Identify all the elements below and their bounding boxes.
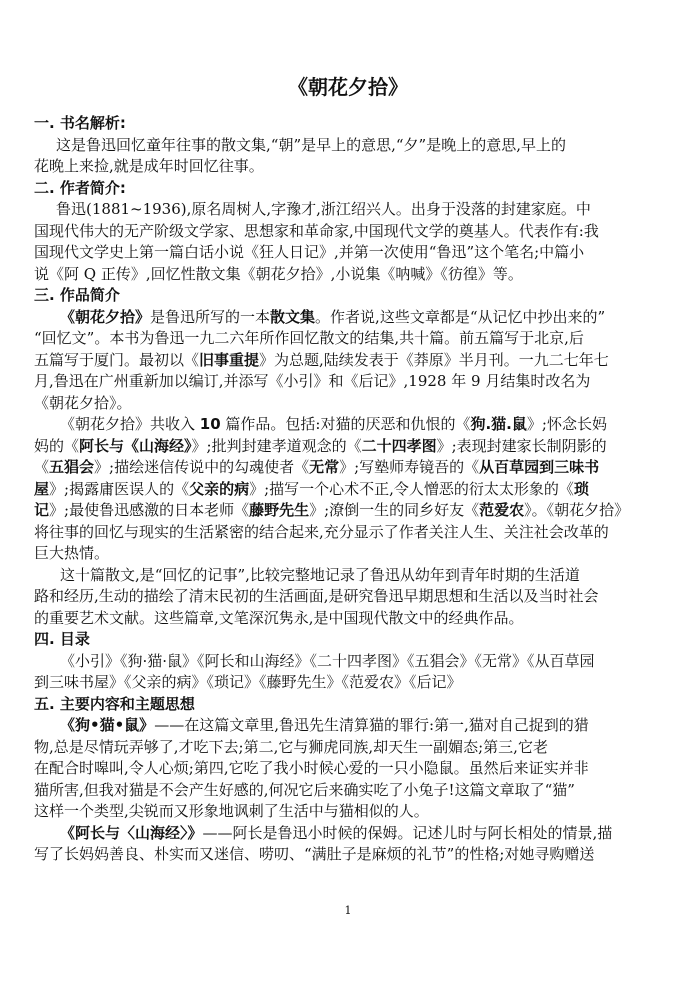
text-line: [34, 608, 524, 628]
text-line: [34, 221, 599, 241]
text-line: [60, 651, 595, 671]
text-run: 路和经历,生动的描绘了清末民初的生活画面,是研究鲁迅早期思想和生活以及当时社会: [34, 587, 599, 605]
text-line: [34, 500, 629, 520]
bold-text: 《朝花夕拾》: [60, 307, 151, 326]
text-line: [34, 156, 264, 176]
section-heading: 四. 目录: [34, 630, 90, 648]
text-run: 鲁迅(1881~1936),原名周树人,字豫才,浙江绍兴人。出身于没落的封建家庭。中: [56, 200, 591, 218]
text-line: [34, 264, 523, 284]
text-run: 》;怀念长妈: [526, 415, 607, 433]
bold-text: 记: [34, 501, 50, 519]
text-run: 。作者说,这些文章都是“从记忆中抄出来的”: [315, 307, 606, 326]
bold-text: 《狗•猫•鼠》: [60, 716, 155, 734]
text-line: [34, 457, 599, 477]
text-line: [34, 586, 599, 606]
text-line: [60, 715, 589, 735]
text-run: 《朝花夕拾》共收入: [60, 415, 200, 433]
text-line: [34, 780, 575, 800]
text-run: 说《阿 Q 正传》,回忆性散文集《朝花夕拾》,小说集《呐喊》《彷徨》等。: [34, 264, 523, 283]
text-run: 》;揭露庸医误人的《: [49, 479, 190, 498]
text-run: ——在这篇文章里,鲁迅先生清算猫的罪行:第一,猫对自己捉到的猎: [154, 716, 589, 734]
text-line: [60, 414, 607, 434]
text-run: 《小引》《狗·猫·鼠》《阿长和山海经》《二十四孝图》《五猖会》《无常》《从百草园: [60, 651, 595, 670]
text-run: 》为总题,陆续发表于《莽原》半月刊。一九二七年七: [259, 350, 609, 369]
text-run: 是鲁迅所写的一本: [150, 307, 271, 326]
text-run: ——阿长是鲁迅小时候的保姆。记述儿时与阿长相处的情景,描: [202, 823, 613, 842]
text-run: 篇作品。包括:对猫的厌恶和仇恨的《: [220, 415, 471, 433]
text-line: [34, 350, 609, 370]
text-run: 国现代文学史上第一篇白话小说《狂人日记》,并第一次使用“鲁迅”这个笔名;中篇小: [34, 243, 585, 261]
section-heading: 三. 作品简介: [34, 286, 120, 304]
text-line: [34, 737, 548, 757]
bold-text: 二十四孝图: [361, 436, 437, 455]
text-run: “回忆文”。本书为鲁迅一九二六年所作回忆散文的结集,共十篇。前五篇写于北京,后: [34, 329, 584, 347]
text-run: 将往事的回忆与现实的生活紧密的结合起来,充分显示了作者关注人生、关注社会改革的: [34, 522, 609, 541]
text-line: [60, 307, 605, 327]
text-line: [34, 758, 589, 778]
text-run: 物,总是尽情玩弄够了,才吃下去;第二,它与狮虎同族,却天生一副媚态;第三,它老: [34, 737, 548, 756]
bold-text: 阿长与《山海经》: [79, 436, 192, 455]
text-run: 花晚上来捡,就是成年时回忆往事。: [34, 157, 264, 175]
text-run: 》;描绘迷信传说中的勾魂使者《: [94, 458, 310, 476]
text-run: 的重要艺术文献。这些篇章,文笔深沉隽永,是中国现代散文中的经典作品。: [34, 608, 524, 627]
bold-text: 从百草园到三味书: [479, 458, 600, 476]
text-line: [56, 135, 566, 155]
text-run: 五篇写于厦门。最初以《: [34, 350, 200, 369]
text-line: [34, 242, 584, 262]
text-line: [60, 823, 612, 843]
text-line: [56, 199, 591, 219]
text-run: 》;潦倒一生的同乡好友《: [309, 501, 480, 519]
text-run: 》。《朝花夕拾》: [524, 501, 630, 519]
bold-text: 狗.猫.鼠: [470, 415, 527, 433]
text-line: [34, 801, 429, 821]
bold-text: 琐: [573, 479, 589, 498]
text-run: 》;表现封建家长制阴影的: [436, 436, 607, 455]
text-run: 写了长妈妈善良、朴实而又迷信、唠叨、“满肚子是麻烦的礼节”的性格;对她寻购赠送: [34, 845, 595, 863]
bold-text: 父亲的病: [189, 479, 250, 498]
text-run: 这十篇散文,是“回忆的记事”,比较完整地记录了鲁迅从幼年到青年时期的生活道: [60, 565, 580, 584]
text-run: 《: [34, 458, 50, 476]
text-line: [34, 844, 594, 864]
text-run: 》;批判封建孝道观念的《: [191, 436, 362, 455]
bold-text: 散文集: [270, 307, 316, 326]
text-line: [34, 672, 462, 692]
text-run: 这样一个类型,尖锐而又形象地讽刺了生活中与猫相似的人。: [34, 802, 429, 820]
text-run: 猫所害,但我对猫是不会产生好感的,何况它后来确实吃了小兔子!这篇文章取了“猫”: [34, 780, 575, 799]
text-run: 在配合时嗥叫,令人心烦;第四,它吃了我小时候心爱的一只小隐鼠。虽然后来证实并非: [34, 759, 589, 777]
bold-text: 无常: [309, 458, 340, 476]
text-line: [34, 436, 607, 456]
text-line: [34, 543, 109, 563]
section-heading: 二. 作者简介:: [34, 178, 126, 197]
text-run: 《朝花夕拾》。: [34, 393, 132, 412]
document-title: 《朝花夕拾》: [288, 75, 408, 99]
text-run: 到三味书屋》《父亲的病》《琐记》《藤野先生》《范爱农》《后记》: [34, 673, 462, 691]
bold-text: 屋: [34, 479, 50, 498]
text-run: 月,鲁迅在广州重新加以编订,并添写《小引》和《后记》,1928 年 9 月结集时改名为: [34, 372, 591, 390]
bold-text: 范爱农: [479, 501, 525, 519]
text-run: 》;写塾师寿镜吾的《: [339, 458, 480, 476]
section-heading: 五. 主要内容和主题思想: [34, 694, 195, 713]
text-line: [34, 522, 609, 542]
section-heading: 一. 书名解析:: [34, 114, 126, 132]
bold-text: 10: [199, 415, 221, 433]
text-line: [34, 479, 589, 499]
text-line: [34, 371, 590, 391]
text-run: 国现代伟大的无产阶级文学家、思想家和革命家,中国现代文学的奠基人。代表作有:我: [34, 221, 599, 240]
text-run: 妈的《: [34, 436, 80, 455]
bold-text: 五猖会: [49, 458, 95, 476]
text-line: [34, 328, 584, 348]
page-number: 1: [344, 904, 352, 917]
bold-text: 旧事重提: [199, 350, 260, 369]
text-run: 》;最使鲁迅感激的日本老师《: [49, 501, 250, 519]
text-line: [34, 393, 132, 413]
text-run: 》;描写一个心术不正,令人憎恶的衍太太形象的《: [249, 479, 574, 498]
text-line: [60, 565, 580, 585]
text-run: 巨大热情。: [34, 544, 110, 562]
text-run: 这是鲁迅回忆童年往事的散文集,“朝”是早上的意思,“夕”是晚上的意思,早上的: [56, 135, 566, 154]
bold-text: 藤野先生: [249, 501, 310, 519]
bold-text: 《阿长与〈山海经〉》: [60, 823, 203, 842]
